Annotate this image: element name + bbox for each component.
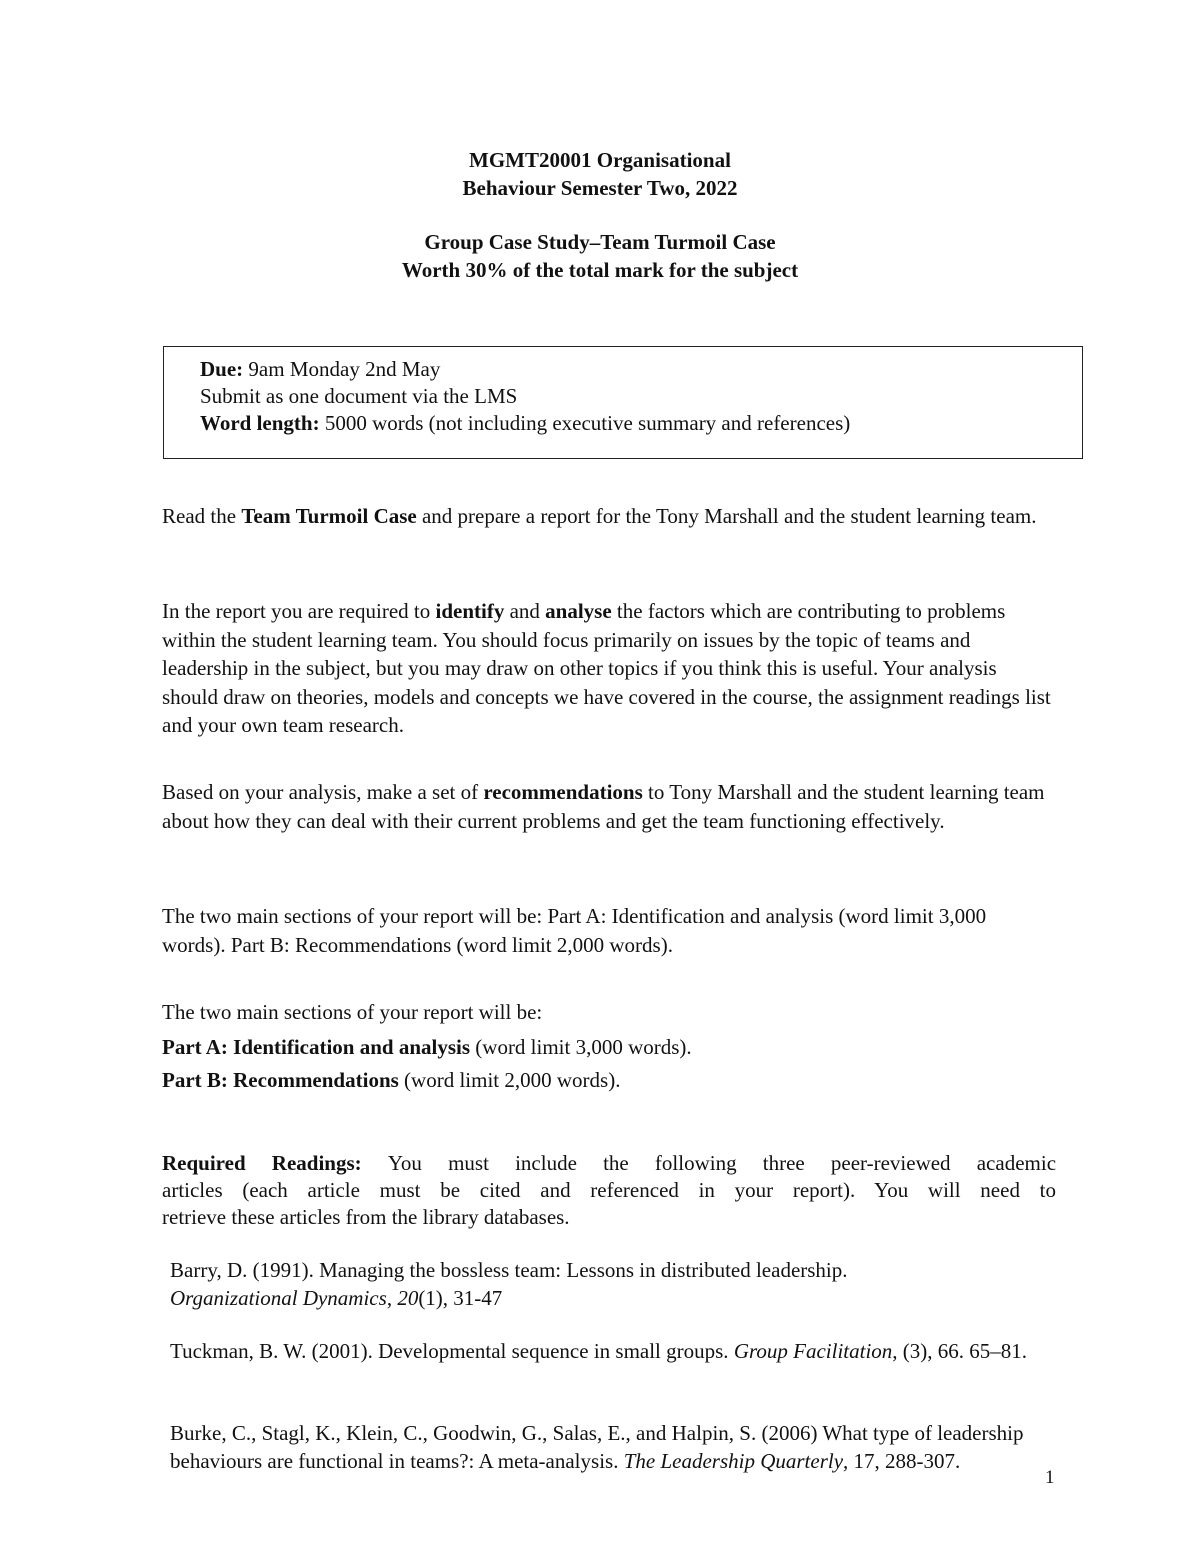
ref1-text: Barry, D. (1991). Managing the bossless team: Lessons in distributed leadership. [170, 1258, 848, 1282]
page-number: 1 [1045, 1467, 1055, 1488]
doc-title-line1: MGMT20001 Organisational [469, 148, 731, 172]
ref1-volume: 20 [397, 1286, 419, 1310]
readings-line1-text: You must include the following three peer-reviewed academic [387, 1151, 1057, 1175]
p2-bold-identify: identify [435, 599, 505, 623]
ref3-rest: , 17, 288-307. [843, 1449, 961, 1473]
doc-title-line2: Behaviour Semester Two, 2022 [462, 176, 738, 200]
ref1-pages: (1), 31-47 [418, 1286, 503, 1310]
p2-text-c: and [504, 599, 546, 623]
p3-text-c: to Tony Marshall and the student learning team about how they can deal with their current problems and get the team functioning effectively. [162, 780, 1045, 833]
ref2-rest: , (3), 66. 65–81. [892, 1339, 1028, 1363]
due-line [200, 356, 440, 382]
assignment-info-box [163, 346, 1083, 459]
due-value: 9am Monday 2nd May [243, 357, 441, 381]
ref2-journal: Group Facilitation [733, 1339, 893, 1363]
part-b-rest: (word limit 2,000 words). [398, 1068, 621, 1092]
part-a-label: Part A: Identification and analysis [162, 1035, 471, 1059]
doc-title-line4: Worth 30% of the total mark for the subject [401, 258, 799, 282]
ref2-text: Tuckman, B. W. (2001). Developmental sequence in small groups. [170, 1339, 734, 1363]
word-length-line [200, 410, 850, 436]
paragraph-sections-summary: The two main sections of your report will be: Part A: Identification and analysis (word limit 3,000 words). Part B: Recommendations (word limit 2,000 words). [162, 904, 987, 957]
ref3-text: Burke, C., Stagl, K., Klein, C., Goodwin, G., Salas, E., and Halpin, S. (2006) What type of leadership behaviours are functional in teams?: A meta-analysis. [170, 1421, 1024, 1473]
word-length-value: 5000 words (not including executive summary and references) [319, 411, 851, 435]
p1-text-c: and prepare a report for the Tony Marshall and the student learning team. [416, 504, 1037, 528]
due-label: Due: [200, 357, 244, 381]
reference-item [170, 1419, 1040, 1475]
p3-bold-recommendations: recommendations [483, 780, 643, 804]
p3-text-a: Based on your analysis, make a set of [162, 780, 484, 804]
reference-item [170, 1337, 1050, 1365]
p1-bold-case: Team Turmoil Case [241, 504, 417, 528]
required-readings-line2: articles (each article must be cited and referenced in your report). You will need to [162, 1178, 1056, 1202]
p2-text-e: the factors which are contributing to problems within the student learning team. You should focus primarily on issues by the topic of teams and leadership in the subject, but you may draw on other topics if you think this is useful. Your analysis should draw on theories, models and concepts we have covered in the course, the assignment readings list and your own team research. [162, 599, 1051, 737]
sections-intro: The two main sections of your report will be: [162, 1000, 543, 1024]
required-readings-label: Required Readings: [162, 1151, 362, 1175]
paragraph-read-case [162, 502, 1052, 531]
required-readings-line1 [162, 1149, 1056, 1177]
reference-item [170, 1256, 970, 1312]
paragraph-recommendations [162, 778, 1052, 835]
p2-text-a: In the report you are required to [162, 599, 436, 623]
p1-text-a: Read the [162, 504, 242, 528]
part-b-label: Part B: Recommendations [162, 1068, 399, 1092]
ref3-journal: The Leadership Quarterly [623, 1449, 844, 1473]
doc-title-line3: Group Case Study–Team Turmoil Case [424, 230, 776, 254]
paragraph-identify-analyse [162, 597, 1052, 740]
section-part-a [162, 1033, 692, 1061]
part-a-rest: (word limit 3,000 words). [470, 1035, 692, 1059]
submit-line: Submit as one document via the LMS [200, 384, 518, 408]
p2-bold-analyse: analyse [545, 599, 612, 623]
ref1-journal: Organizational Dynamics [170, 1286, 387, 1310]
word-length-label: Word length: [200, 411, 320, 435]
required-readings-line3: retrieve these articles from the library databases. [162, 1205, 570, 1229]
ref1-sep: , [386, 1286, 398, 1310]
section-part-b [162, 1066, 620, 1094]
